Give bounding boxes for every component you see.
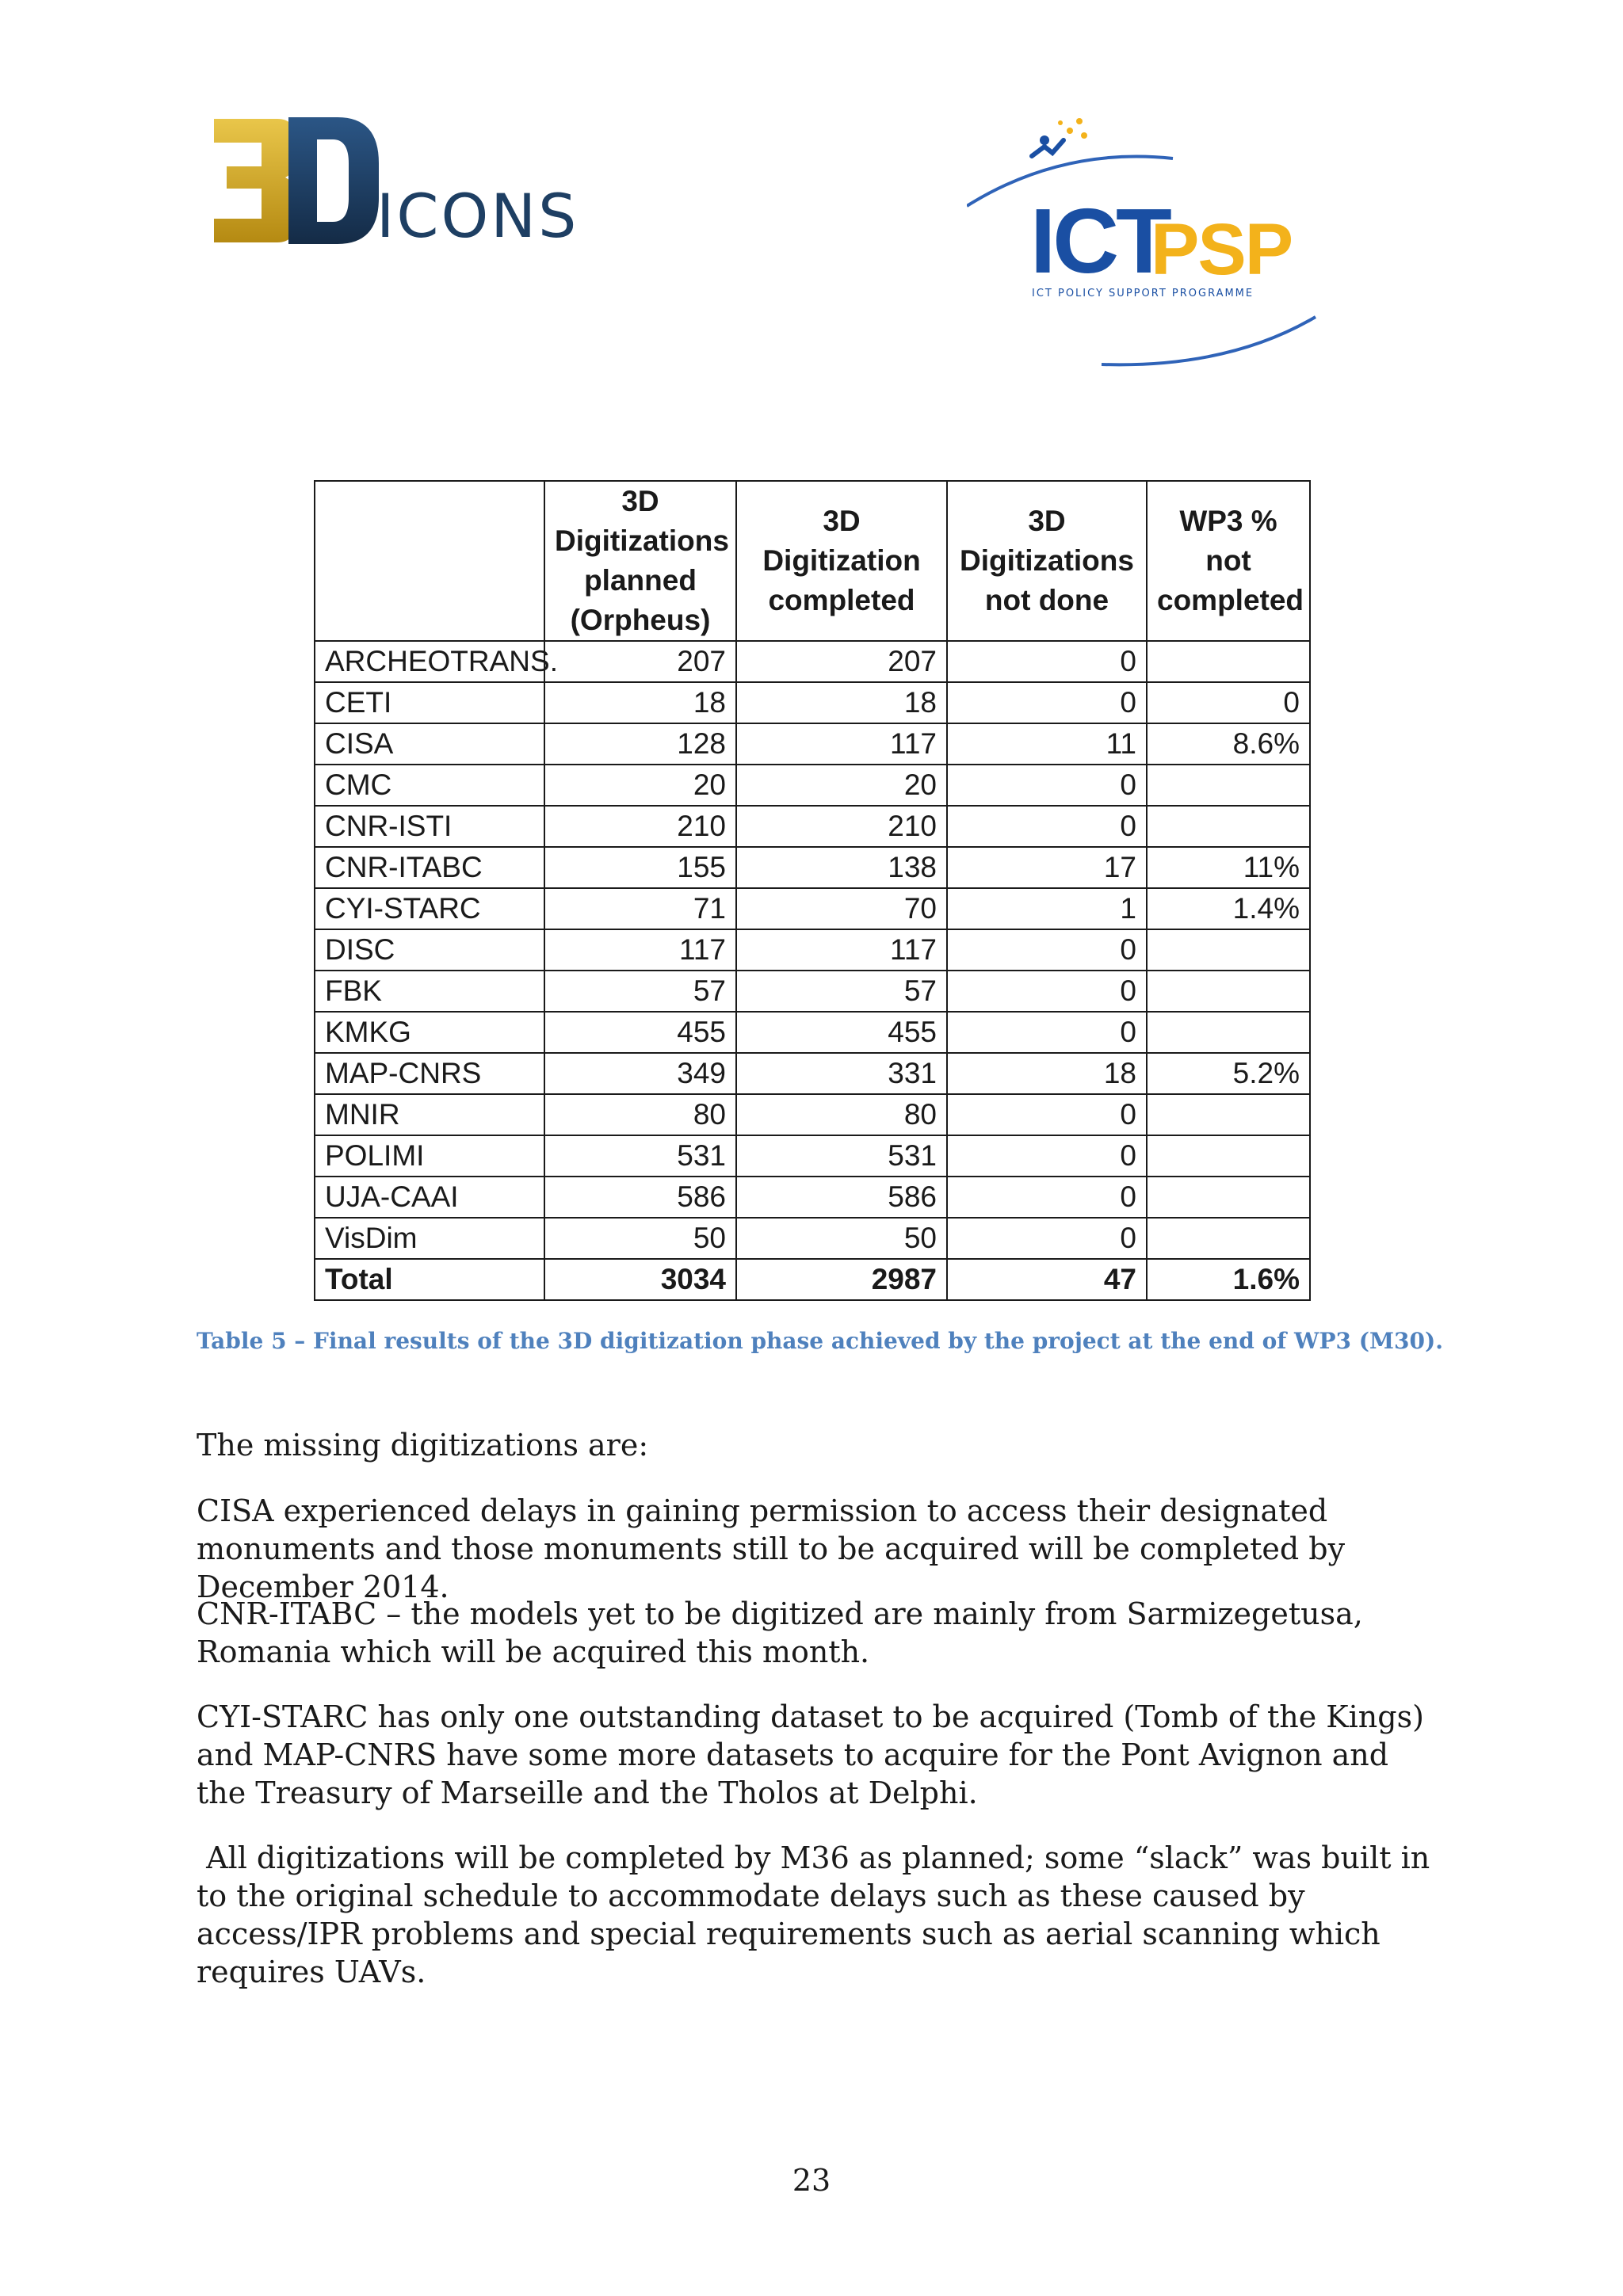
percent-cell: 8.6%: [1147, 723, 1310, 765]
planned-cell: 531: [544, 1135, 736, 1177]
percent-cell: 11%: [1147, 847, 1310, 888]
header-completed: 3D Digitization completed: [736, 481, 947, 641]
header-percent-not-completed: WP3 % not completed: [1147, 481, 1310, 641]
not-done-cell: 0: [947, 641, 1147, 682]
percent-cell: [1147, 1135, 1310, 1177]
not-done-cell: 0: [947, 971, 1147, 1012]
partner-cell: UJA-CAAI: [315, 1177, 544, 1218]
percent-cell: [1147, 929, 1310, 971]
partner-cell: CNR-ITABC: [315, 847, 544, 888]
partner-cell: DISC: [315, 929, 544, 971]
total-completed-cell: 2987: [736, 1259, 947, 1300]
percent-cell: [1147, 641, 1310, 682]
partner-cell: CYI-STARC: [315, 888, 544, 929]
completed-cell: 207: [736, 641, 947, 682]
partner-cell: CNR-ISTI: [315, 806, 544, 847]
total-planned-cell: 3034: [544, 1259, 736, 1300]
planned-cell: 155: [544, 847, 736, 888]
not-done-cell: 18: [947, 1053, 1147, 1094]
page-number: 23: [792, 2163, 831, 2198]
planned-cell: 455: [544, 1012, 736, 1053]
percent-cell: [1147, 1012, 1310, 1053]
planned-cell: 18: [544, 682, 736, 723]
percent-cell: [1147, 1218, 1310, 1259]
partner-cell: FBK: [315, 971, 544, 1012]
percent-cell: [1147, 971, 1310, 1012]
not-done-cell: 17: [947, 847, 1147, 888]
percent-cell: 0: [1147, 682, 1310, 723]
not-done-cell: 0: [947, 765, 1147, 806]
completed-cell: 586: [736, 1177, 947, 1218]
not-done-cell: 0: [947, 682, 1147, 723]
table-row: [315, 1218, 1310, 1259]
not-done-cell: 0: [947, 806, 1147, 847]
header-blank: [315, 481, 544, 641]
table-row: [315, 1012, 1310, 1053]
planned-cell: 207: [544, 641, 736, 682]
completed-cell: 117: [736, 929, 947, 971]
table-row: [315, 971, 1310, 1012]
planned-cell: 128: [544, 723, 736, 765]
planned-cell: 349: [544, 1053, 736, 1094]
percent-cell: 5.2%: [1147, 1053, 1310, 1094]
partner-cell: CISA: [315, 723, 544, 765]
table-row: [315, 682, 1310, 723]
partner-cell: VisDim: [315, 1218, 544, 1259]
3d-icons-logo: [208, 111, 580, 250]
logo-word: ICONS: [376, 181, 579, 251]
total-label-cell: Total: [315, 1259, 544, 1300]
completed-cell: 531: [736, 1135, 947, 1177]
completed-cell: 50: [736, 1218, 947, 1259]
completed-cell: 80: [736, 1094, 947, 1135]
table-row: [315, 641, 1310, 682]
ict-brand-text: ICT: [1030, 189, 1169, 292]
3d-logo-mark: [208, 111, 382, 250]
table-total-row: [315, 1259, 1310, 1300]
partner-cell: CMC: [315, 765, 544, 806]
header-not-done: 3D Digitizations not done: [947, 481, 1147, 641]
planned-cell: 50: [544, 1218, 736, 1259]
not-done-cell: 0: [947, 929, 1147, 971]
completed-cell: 57: [736, 971, 947, 1012]
planned-cell: 210: [544, 806, 736, 847]
table-row: [315, 1053, 1310, 1094]
planned-cell: 57: [544, 971, 736, 1012]
percent-cell: [1147, 806, 1310, 847]
planned-cell: 20: [544, 765, 736, 806]
completed-cell: 210: [736, 806, 947, 847]
table-row: [315, 929, 1310, 971]
table-caption: Table 5 – Final results of the 3D digitization phase achieved by the project at the end of WP3 (M30).: [197, 1328, 1443, 1354]
table-row: [315, 765, 1310, 806]
completed-cell: 138: [736, 847, 947, 888]
table-row: [315, 888, 1310, 929]
psp-brand-text: PSP: [1151, 209, 1293, 290]
percent-cell: [1147, 765, 1310, 806]
completed-cell: 117: [736, 723, 947, 765]
table-row: [315, 1094, 1310, 1135]
body-paragraph: CISA experienced delays in gaining permission to access their designated monuments and those monuments still to be acquired will be completed by December 2014.: [197, 1493, 1346, 1604]
partner-cell: MAP-CNRS: [315, 1053, 544, 1094]
completed-cell: 20: [736, 765, 947, 806]
total-percent-cell: 1.6%: [1147, 1259, 1310, 1300]
percent-cell: [1147, 1094, 1310, 1135]
body-paragraph: The missing digitizations are:: [197, 1428, 649, 1463]
table-row: [315, 723, 1310, 765]
partner-cell: POLIMI: [315, 1135, 544, 1177]
completed-cell: 455: [736, 1012, 947, 1053]
percent-cell: 1.4%: [1147, 888, 1310, 929]
body-paragraph: CYI-STARC has only one outstanding dataset to be acquired (Tomb of the Kings) and MAP-CNRS have some more datasets to acquire for the Pont Avignon and the Treasury of Marseille and the Tholos at Delphi.: [197, 1699, 1424, 1810]
ict-psp-logo: [967, 115, 1339, 376]
planned-cell: 71: [544, 888, 736, 929]
planned-cell: 586: [544, 1177, 736, 1218]
not-done-cell: 1: [947, 888, 1147, 929]
not-done-cell: 0: [947, 1012, 1147, 1053]
not-done-cell: 0: [947, 1094, 1147, 1135]
completed-cell: 70: [736, 888, 947, 929]
table-row: [315, 1177, 1310, 1218]
partner-cell: KMKG: [315, 1012, 544, 1053]
table-row: [315, 806, 1310, 847]
body-paragraph: All digitizations will be completed by M36 as planned; some “slack” was built in to the original schedule to accommodate delays such as these caused by access/IPR problems and special requirements such as aerial scanning which requires UAVs.: [197, 1840, 1440, 1989]
digitization-results-table: [314, 480, 1311, 1301]
not-done-cell: 0: [947, 1218, 1147, 1259]
table-row: [315, 1135, 1310, 1177]
completed-cell: 18: [736, 682, 947, 723]
not-done-cell: 0: [947, 1135, 1147, 1177]
partner-cell: MNIR: [315, 1094, 544, 1135]
not-done-cell: 11: [947, 723, 1147, 765]
ict-tagline: ICT POLICY SUPPORT PROGRAMME: [1032, 288, 1254, 299]
body-paragraph: CNR-ITABC – the models yet to be digitized are mainly from Sarmizegetusa, Romania which will be acquired this month.: [197, 1596, 1363, 1669]
not-done-cell: 0: [947, 1177, 1147, 1218]
total-not-done-cell: 47: [947, 1259, 1147, 1300]
partner-cell: CETI: [315, 682, 544, 723]
table-header-row: [315, 481, 1310, 641]
planned-cell: 80: [544, 1094, 736, 1135]
completed-cell: 331: [736, 1053, 947, 1094]
partner-cell: ARCHEOTRANS.: [315, 641, 544, 682]
percent-cell: [1147, 1177, 1310, 1218]
header-planned: 3D Digitizations planned (Orpheus): [544, 481, 736, 641]
planned-cell: 117: [544, 929, 736, 971]
table-row: [315, 847, 1310, 888]
